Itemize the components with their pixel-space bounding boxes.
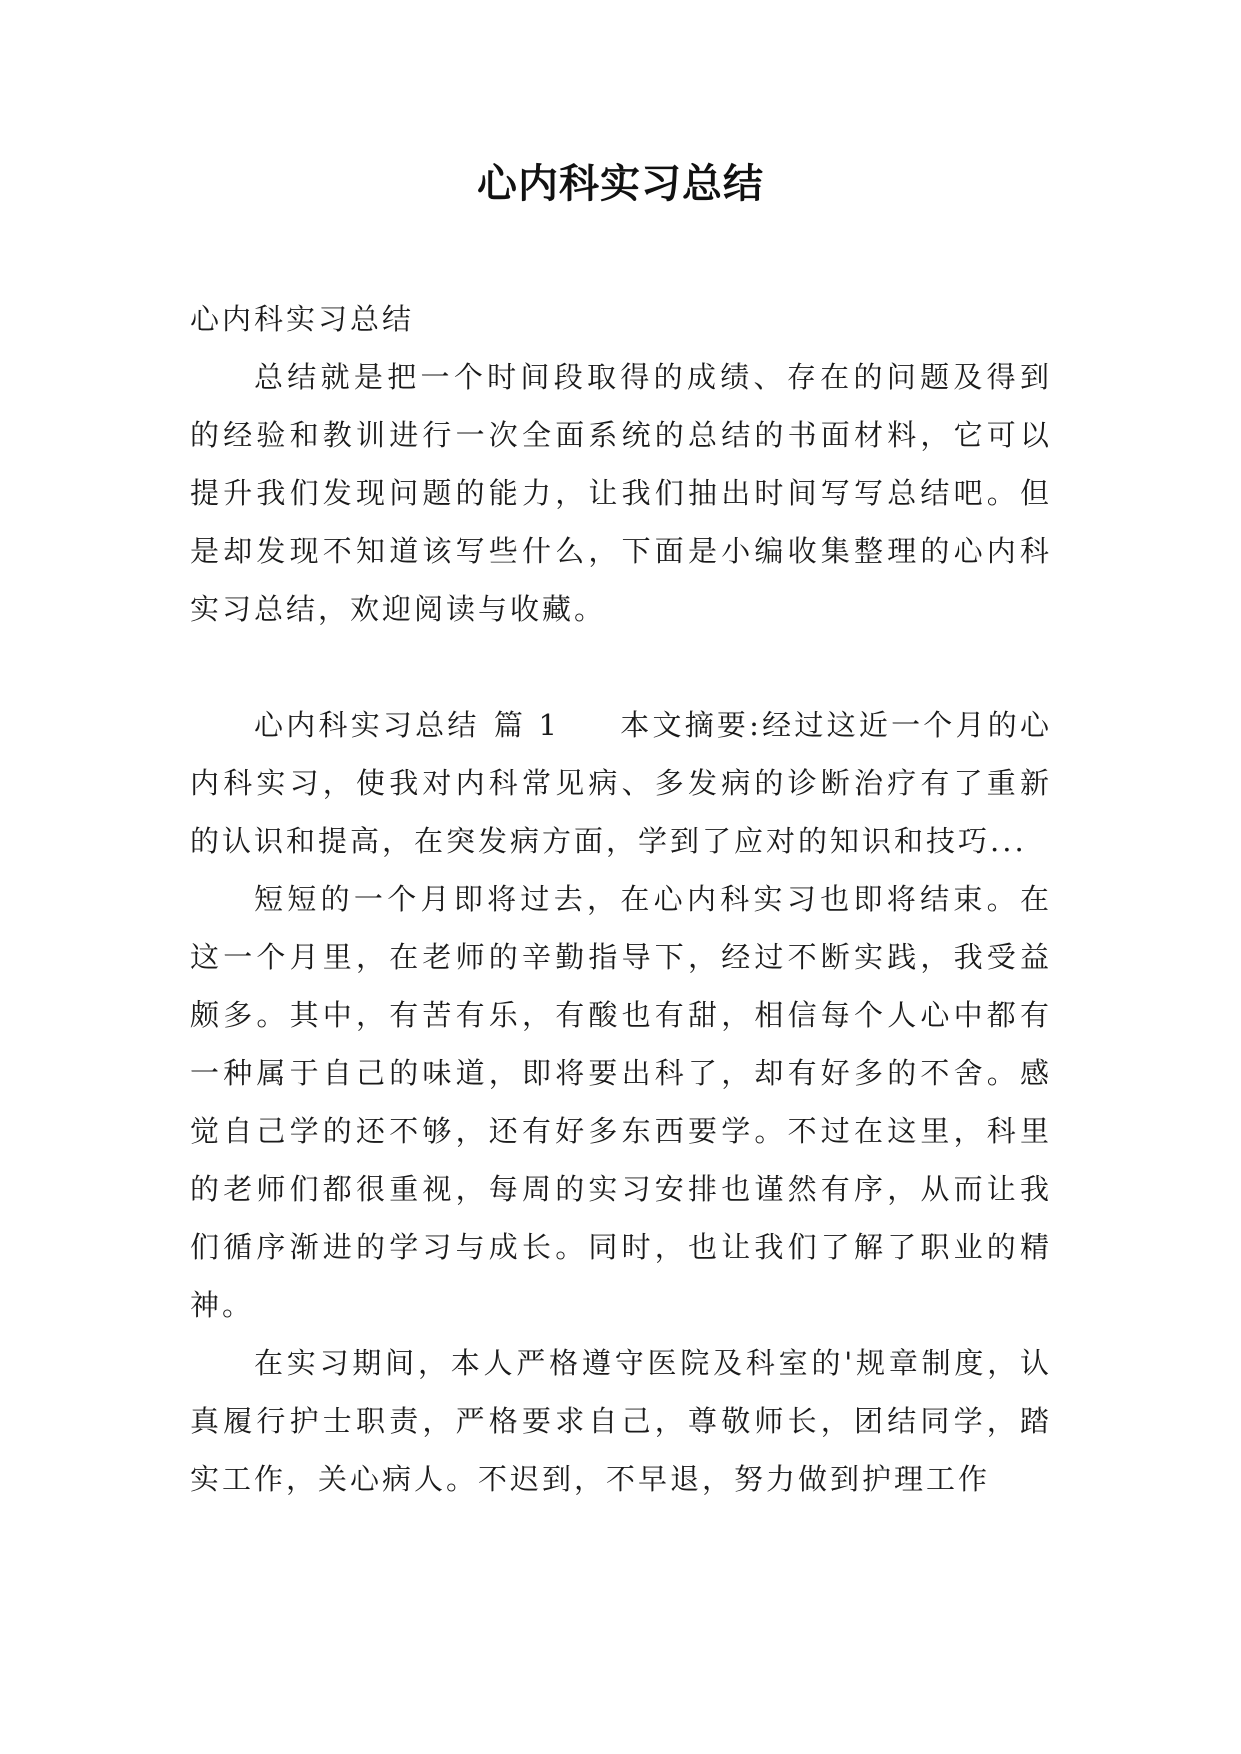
- document-body: [190, 290, 1052, 1508]
- intro-paragraph: 总结就是把一个时间段取得的成绩、存在的问题及得到的经验和教训进行一次全面系统的总结的书面材料，它可以提升我们发现问题的能力，让我们抽出时间写写总结吧。但是却发现不知道该写些什么，下面是小编收集整理的心内科实习总结，欢迎阅读与收藏。: [190, 360, 1052, 626]
- body-paragraph: 在实习期间，本人严格遵守医院及科室的'规章制度，认真履行护士职责，严格要求自己，尊敬师长，团结同学，踏实工作，关心病人。不迟到，不早退，努力做到护理工作: [190, 1346, 1052, 1496]
- section-heading: 心内科实习总结: [254, 708, 480, 742]
- section-spacer: [190, 638, 1052, 696]
- section-label: 篇 1: [493, 708, 560, 742]
- body-paragraph: 短短的一个月即将过去，在心内科实习也即将结束。在这一个月里，在老师的辛勤指导下，经过不断实践，我受益颇多。其中，有苦有乐，有酸也有甜，相信每个人心中都有一种属于自己的味道，即将要出科了，却有好多的不舍。感觉自己学的还不够，还有好多东西要学。不过在这里，科里的老师们都很重视，每周的实习安排也谨然有序，从而让我们循序渐进的学习与成长。同时，也让我们了解了职业的精神。: [190, 882, 1052, 1322]
- section-abstract: 本文摘要:经过这近一个月的心内科实习，使我对内科常见病、多发病的诊断治疗有了重新的认识和提高，在突发病方面，学到了应对的知识和技巧...: [190, 708, 1052, 858]
- document-subtitle: 心内科实习总结: [190, 302, 415, 336]
- section-1-paragraph: [190, 696, 1052, 870]
- document-title: 心内科实习总结: [477, 161, 764, 207]
